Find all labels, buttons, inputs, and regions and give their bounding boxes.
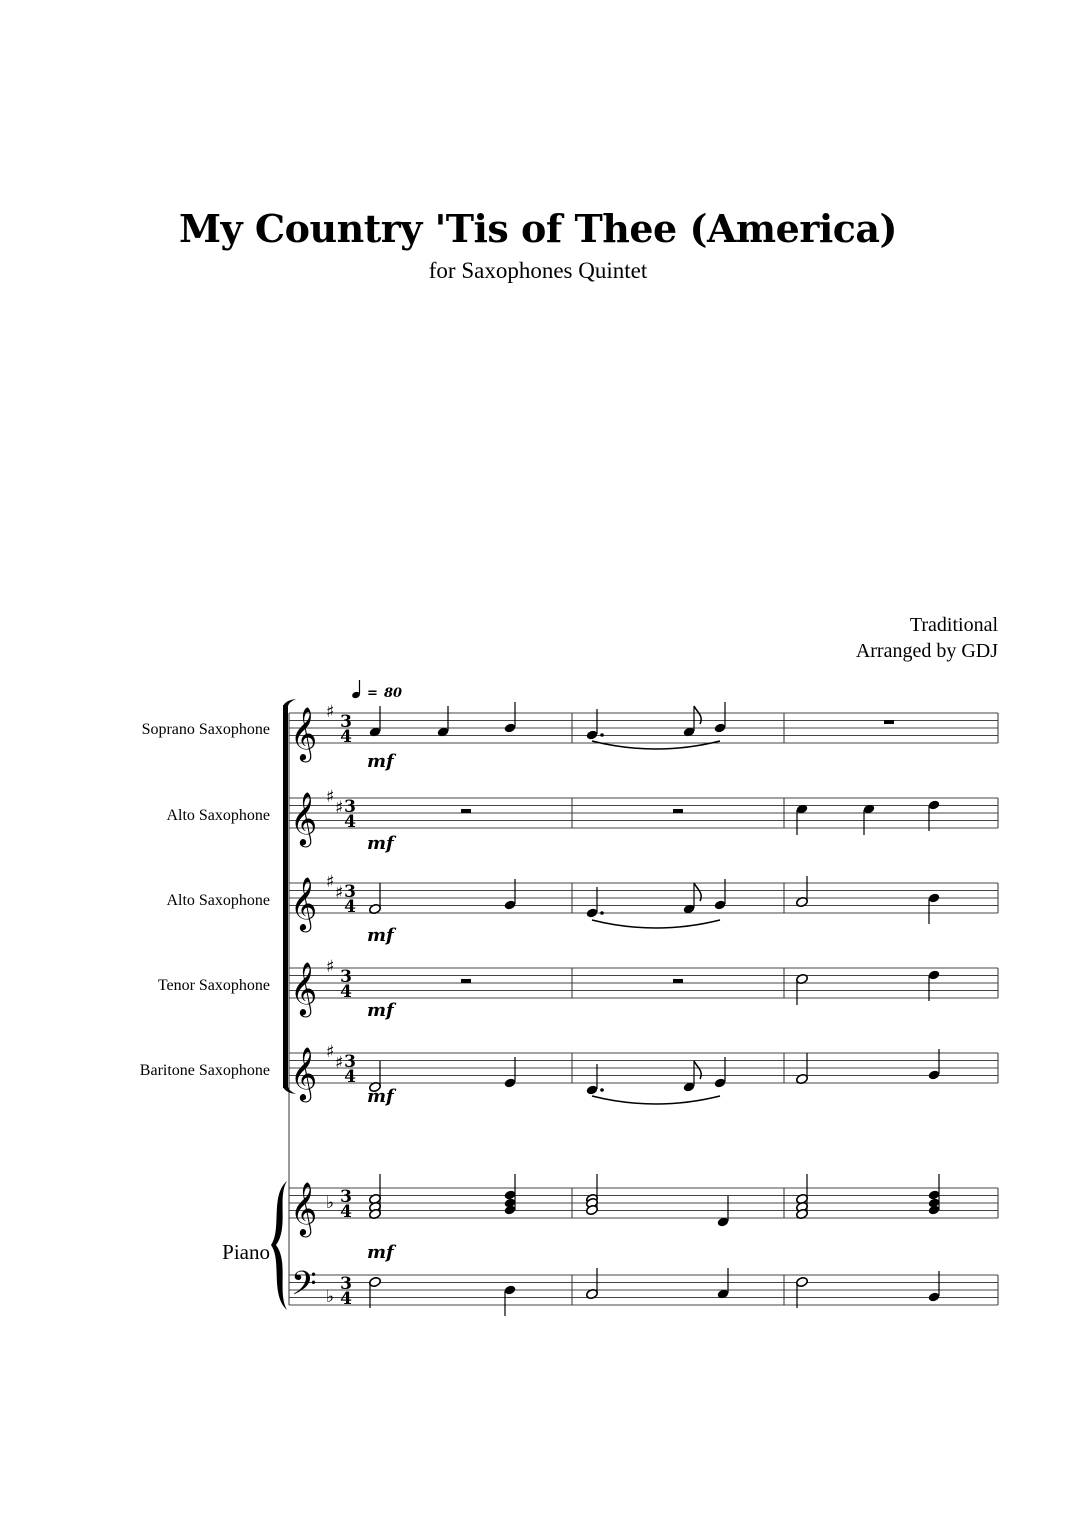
time-signature-top: 3: [340, 1187, 352, 1207]
time-signature-bottom: 4: [344, 812, 356, 832]
sharp-icon: ♯: [326, 1042, 335, 1062]
slur: [592, 920, 720, 928]
label-alto-sax-1: Alto Saxophone: [166, 807, 270, 824]
time-signature-bottom: 4: [344, 1067, 356, 1087]
score-title: My Country 'Tis of Thee (America): [178, 206, 898, 251]
sharp-icon: ♯: [326, 702, 335, 722]
label-piano: Piano: [222, 1240, 270, 1264]
time-signature-bottom: 4: [340, 1202, 352, 1222]
time-signature-top: 3: [344, 797, 356, 817]
label-soprano-sax: Soprano Saxophone: [141, 721, 270, 738]
treble-clef-icon: 𝄞: [290, 961, 318, 1015]
arranger-credit: Arranged by GDJ: [855, 640, 998, 662]
flat-icon: ♭: [326, 1287, 335, 1307]
time-signature-top: 3: [344, 882, 356, 902]
treble-clef-icon: 𝄞: [290, 791, 318, 845]
time-signature-top: 3: [340, 712, 352, 732]
sharp-icon: ♯: [326, 872, 335, 892]
half-rest: [673, 979, 683, 983]
dynamic-mf: mf: [367, 925, 394, 946]
time-signature-bottom: 4: [344, 897, 356, 917]
score-subtitle: for Saxophones Quintet: [428, 258, 648, 283]
dynamic-mf: mf: [367, 1086, 394, 1107]
flat-icon: ♭: [326, 1193, 335, 1213]
half-rest: [461, 979, 471, 983]
composer-credit: Traditional: [909, 614, 998, 636]
sharp-icon: ♯: [335, 798, 344, 818]
notes: [369, 702, 941, 1316]
augmentation-dot: [600, 733, 604, 737]
half-rest: [884, 720, 894, 724]
slur: [592, 741, 720, 749]
time-signature-top: 3: [340, 967, 352, 987]
slur: [592, 1096, 720, 1104]
tempo-bpm: 80: [384, 686, 403, 701]
barlines: [289, 713, 998, 1305]
dynamic-mf: mf: [367, 833, 394, 854]
half-rest: [673, 809, 683, 813]
augmentation-dot: [600, 911, 604, 915]
time-signature-bottom: 4: [340, 727, 352, 747]
bass-clef-icon: 𝄢: [291, 1265, 317, 1311]
label-tenor-sax: Tenor Saxophone: [157, 977, 270, 994]
dynamic-mf: mf: [367, 1242, 394, 1263]
treble-clef-icon: 𝄞: [290, 1046, 318, 1100]
instrument-labels: [140, 721, 270, 1264]
treble-clef-icon: 𝄞: [290, 1181, 318, 1235]
treble-clef-icon: 𝄞: [290, 706, 318, 760]
dynamic-mf: mf: [367, 751, 394, 772]
time-signature-bottom: 4: [340, 982, 352, 1002]
sharp-icon: ♯: [326, 957, 335, 977]
augmentation-dot: [600, 1088, 604, 1092]
label-alto-sax-2: Alto Saxophone: [166, 892, 270, 909]
eighth-flag: [694, 706, 701, 724]
time-signature-top: 3: [344, 1052, 356, 1072]
tempo-equals: =: [367, 686, 378, 701]
time-signature-top: 3: [340, 1274, 352, 1294]
time-signature-bottom: 4: [340, 1289, 352, 1309]
sharp-icon: ♯: [326, 787, 335, 807]
tempo-marking: [351, 680, 402, 701]
half-rest: [461, 809, 471, 813]
sharp-icon: ♯: [335, 1053, 344, 1073]
label-baritone-sax: Baritone Saxophone: [139, 1062, 270, 1079]
treble-clef-icon: 𝄞: [290, 876, 318, 930]
dynamic-mf: mf: [367, 1000, 394, 1021]
staff-lines: [289, 713, 998, 1305]
sharp-icon: ♯: [335, 883, 344, 903]
eighth-flag: [694, 1061, 701, 1079]
clefs-keys-times: [290, 702, 356, 1311]
